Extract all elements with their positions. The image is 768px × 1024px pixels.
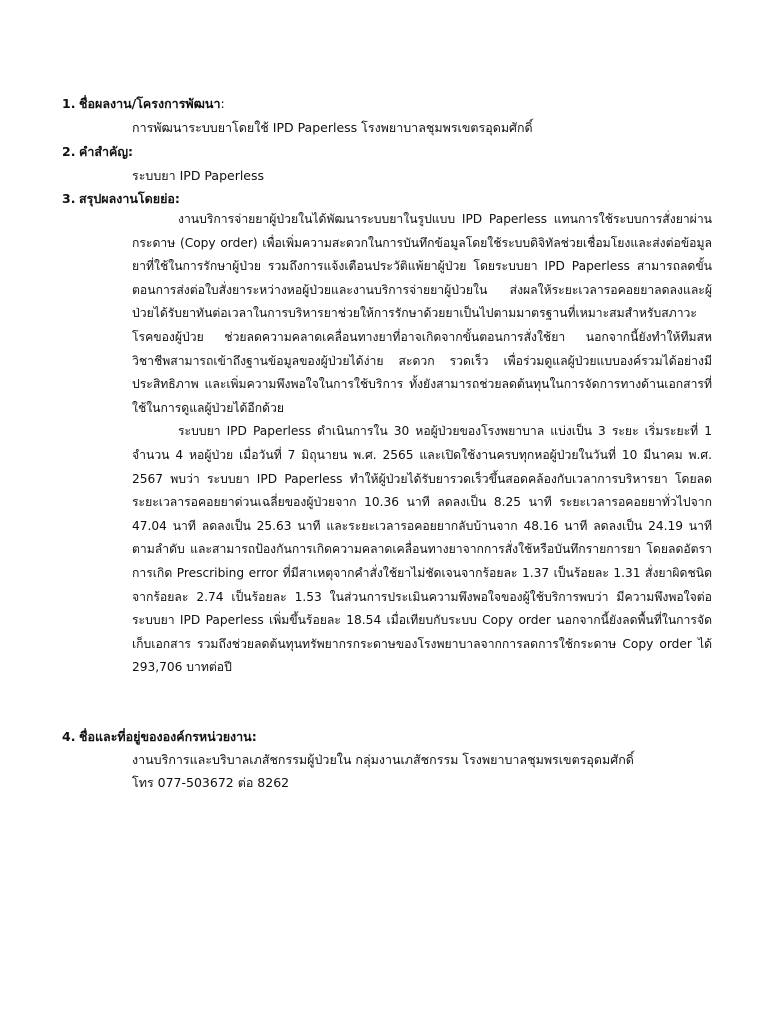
- section-3-number: 3.: [62, 191, 76, 206]
- summary-paragraph-1: งานบริการจ่ายยาผู้ป่วยในได้พัฒนาระบบยาในรูปแบบ IPD Paperless แทนการใช้ระบบการสั่งยาผ่านกระดาษ (Copy order) เพื่อเพิ่มความสะดวกในการบันทึกข้อมูลโดยใช้ระบบดิจิทัลช่วยเชื่อมโยงและส่งต่อข้อมูลยาที่ใช้ในการรักษาผู้ป่วย รวมถึงการแจ้งเตือนประวัติแพ้ยาผู้ป่วย โดยระบบยา IPD Paperless สามารถลดขั้นตอนการส่งต่อใบสั่งยาระหว่างหอผู้ป่วยและงานบริการจ่ายยาผู้ป่วยใน ส่งผลให้ระยะเวลารอคอยยาลดลงและผู้ป่วยได้รับยาทันต่อเวลาในการบริหารยาช่วยให้การรักษาด้วยยาเป็นไปตามมาตรฐานที่เหมาะสมสำหรับสภาวะโรคของผู้ป่วย ช่วยลดความคลาดเคลื่อนทางยาที่อาจเกิดจากขั้นตอนการสั่งใช้ยา นอกจากนี้ยังทำให้ทีมสหวิชาชีพสามารถเข้าถึงฐานข้อมูลของผู้ป่วยได้ง่าย สะดวก รวดเร็ว เพื่อร่วมดูแลผู้ป่วยแบบองค์รวมได้อย่างมีประสิทธิภาพ และเพิ่มความพึงพอใจในการใช้บริการ ทั้งยังสามารถช่วยลดต้นทุนในการจัดการทางด้านเอกสารที่ใช้ในการดูแลผู้ป่วยได้อีกด้วย: [132, 212, 712, 415]
- section-2-number: 2.: [62, 144, 76, 159]
- summary-body: [132, 208, 712, 680]
- section-4-heading: [62, 727, 257, 747]
- keywords: ระบบยา IPD Paperless: [132, 168, 265, 183]
- section-1-title: ชื่อผลงาน/โครงการพัฒนา: [79, 96, 221, 111]
- section-3-title: สรุปผลงานโดยย่อ:: [79, 191, 180, 206]
- organization-phone: โทร 077-503672 ต่อ 8262: [132, 775, 290, 790]
- section-1-colon: :: [220, 96, 225, 111]
- section-4-number: 4.: [62, 729, 76, 744]
- section-2-heading: [62, 142, 133, 162]
- section-1-heading: [62, 94, 225, 114]
- section-4-title: ชื่อและที่อยู่ขององค์กรหน่วยงาน:: [79, 729, 257, 744]
- section-1-number: 1.: [62, 96, 76, 111]
- project-name: การพัฒนาระบบยาโดยใช้ IPD Paperless โรงพยาบาลชุมพรเขตรอุดมศักดิ์: [132, 120, 533, 135]
- section-3-heading: [62, 189, 180, 209]
- section-2-title: คำสำคัญ:: [79, 144, 134, 159]
- summary-paragraph-2: ระบบยา IPD Paperless ดำเนินการใน 30 หอผู้ป่วยของโรงพยาบาล แบ่งเป็น 3 ระยะ เริ่มระยะที่ 1 จำนวน 4 หอผู้ป่วย เมื่อวันที่ 7 มิถุนายน พ.ศ. 2565 และเปิดใช้งานครบทุกหอผู้ป่วยในวันที่ 10 มีนาคม พ.ศ. 2567 พบว่า ระบบยา IPD Paperless ทำให้ผู้ป่วยได้รับยารวดเร็วขึ้นสอดคล้องกับเวลาการบริหารยา โดยลดระยะเวลารอคอยยาด่วนเฉลี่ยของผู้ป่วยจาก 10.36 นาที ลดลงเป็น 8.25 นาที ระยะเวลารอคอยยาทั่วไปจาก 47.04 นาที ลดลงเป็น 25.63 นาที และระยะเวลารอคอยยากลับบ้านจาก 48.16 นาที ลดลงเป็น 24.19 นาทีตามลำดับ และสามารถป้องกันการเกิดความคลาดเคลื่อนทางยาจากการสั่งใช้หรือบันทึกรายการยา โดยลดอัตราการเกิด Prescribing error ที่มีสาเหตุจากคำสั่งใช้ยาไม่ชัดเจนจากร้อยละ 1.37 เป็นร้อยละ 1.31 สั่งยาผิดชนิดจากร้อยละ 2.74 เป็นร้อยละ 1.53 ในส่วนการประเมินความพึงพอใจของผู้ใช้บริการพบว่า มีความพึงพอใจต่อระบบยา IPD Paperless เพิ่มขึ้นร้อยละ 18.54 เมื่อเทียบกับระบบ Copy order นอกจากนี้ยังลดพื้นที่ในการจัดเก็บเอกสาร รวมถึงช่วยลดต้นทุนทรัพยากรกระดาษของโรงพยาบาลจากการลดการใช้กระดาษ Copy order ได้ 293,706 บาทต่อปี: [132, 424, 712, 675]
- organization-address: งานบริการและบริบาลเภสัชกรรมผู้ป่วยใน กลุ่มงานเภสัชกรรม โรงพยาบาลชุมพรเขตรอุดมศักดิ์: [132, 752, 634, 767]
